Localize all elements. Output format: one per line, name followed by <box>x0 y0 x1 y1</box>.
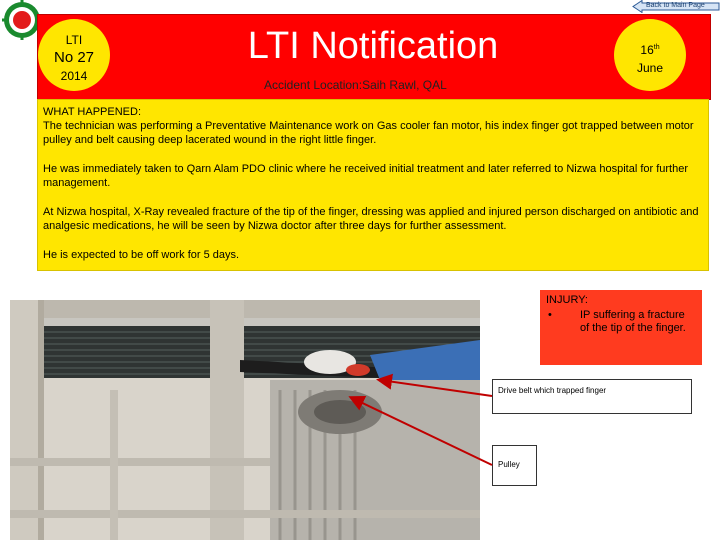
injury-text: suffering a fracture of the tip of the finger. <box>580 309 686 334</box>
bullet-icon: • <box>548 309 552 321</box>
injury-subject: IP <box>580 309 591 321</box>
injury-title: INJURY: <box>546 294 588 306</box>
date-badge <box>614 19 686 91</box>
description-paragraph-3: At Nizwa hospital, X-Ray revealed fracture of the tip of the finger, dressing was applied and injured person discharged on antibiotic and analgesic medications, he will be seen by Nizwa doctor after three days for further assessment. <box>43 206 699 232</box>
lti-number-badge <box>38 19 110 91</box>
description-heading: WHAT HAPPENED: <box>43 106 141 118</box>
date-month: June <box>636 61 664 75</box>
lti-label: LTI <box>65 33 83 47</box>
injury-item <box>546 309 696 335</box>
back-to-main-page-button[interactable] <box>632 0 720 13</box>
incident-description <box>37 99 709 271</box>
lti-number: No 27 <box>53 49 95 66</box>
callout-pulley <box>492 445 537 486</box>
incident-photo <box>10 300 480 540</box>
accident-location: Accident Location:Saih Rawl, QAL <box>264 78 447 92</box>
date-suffix: th <box>653 44 660 51</box>
description-paragraph-2: He was immediately taken to Qarn Alam PDO clinic where he received initial treatment and later referred to Nizwa hospital for further management. <box>43 163 689 189</box>
date-day: 16 <box>640 43 654 57</box>
callout-pulley-label: Pulley <box>498 460 520 469</box>
callout-drive-belt-label: Drive belt which trapped finger <box>498 386 607 395</box>
description-paragraph-1: The technician was performing a Preventative Maintenance work on Gas cooler fan motor, his index finger got trapped between motor pulley and belt causing deep lacerated wound in the right little finger. <box>43 120 694 146</box>
injury-box <box>540 290 702 365</box>
page-title: LTI Notification <box>247 25 499 67</box>
back-button-label: Back to Main Page <box>646 2 705 9</box>
callout-drive-belt <box>492 379 692 414</box>
date-day-wrap <box>614 43 686 57</box>
description-paragraph-4: He is expected to be off work for 5 days. <box>43 249 240 261</box>
lti-year: 2014 <box>60 69 88 83</box>
